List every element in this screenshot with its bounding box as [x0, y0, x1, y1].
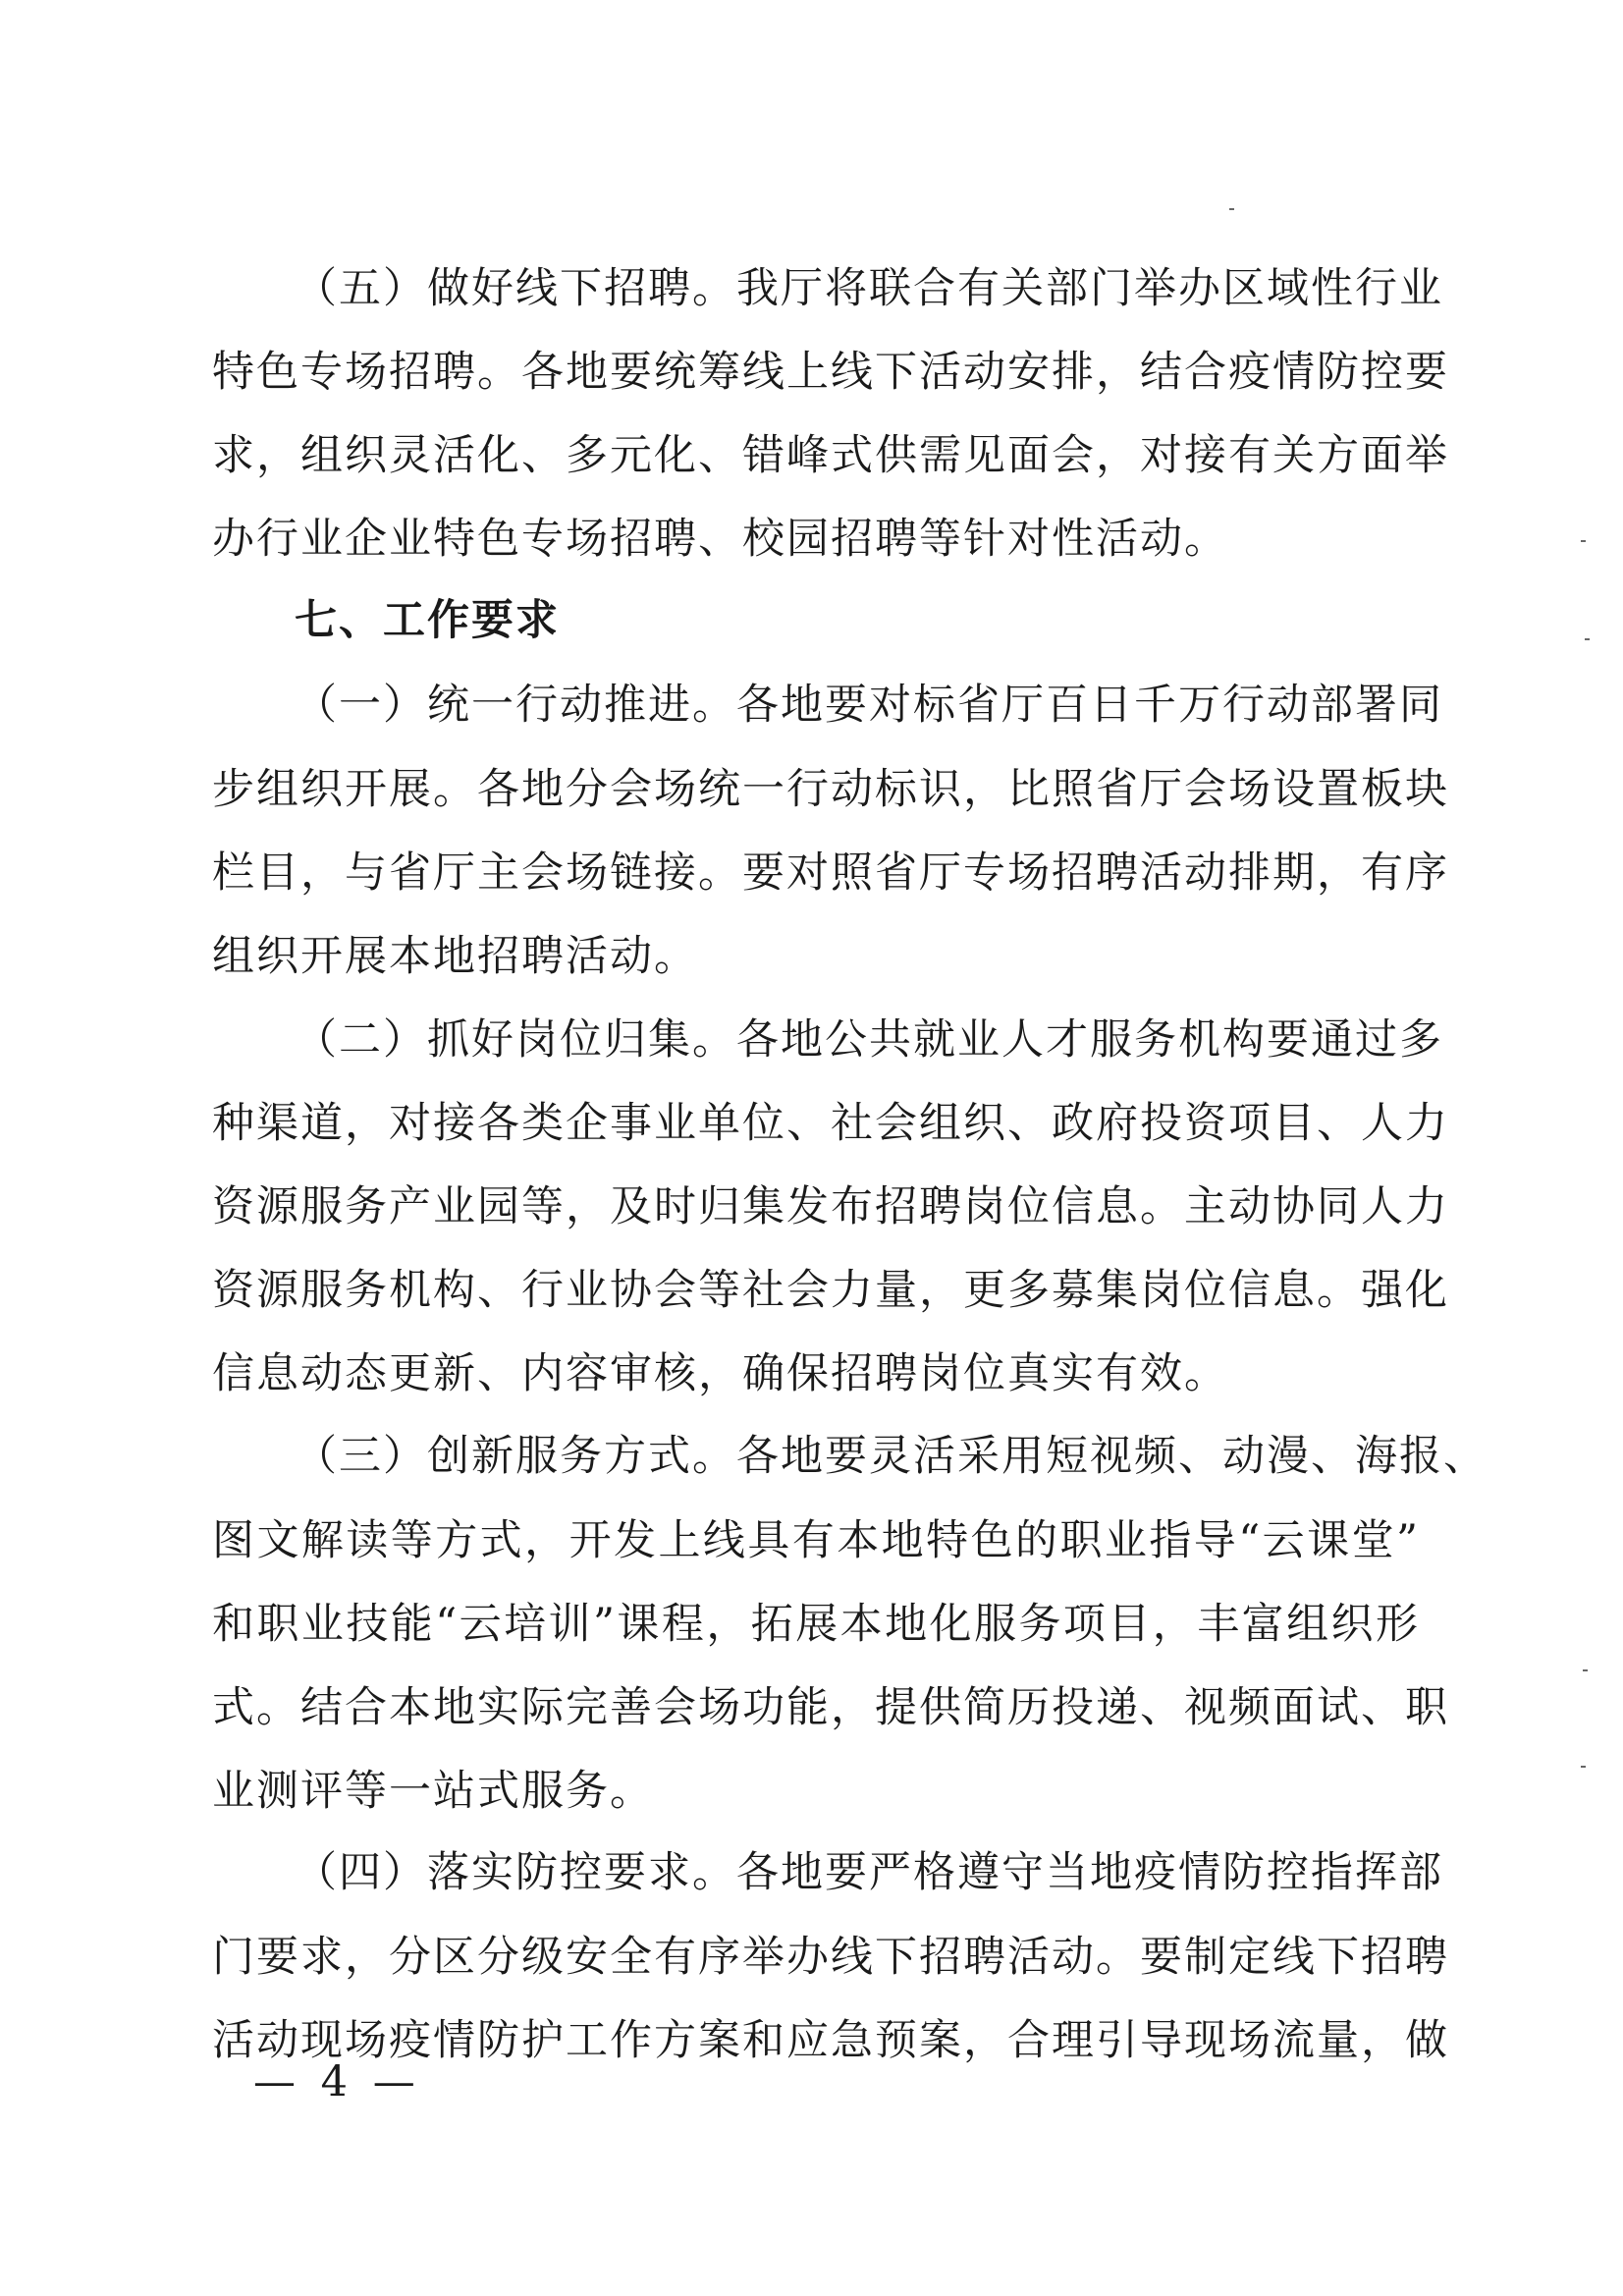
- para-1-line-3: 栏目，与省厅主会场链接。要对照省厅专场招聘活动排期，有序: [212, 848, 1449, 898]
- para-3-line-4: 式。结合本地实际完善会场功能，提供简历投递、视频面试、职: [212, 1683, 1449, 1732]
- para-five-line-3: 求，组织灵活化、多元化、错峰式供需见面会，对接有关方面举: [212, 431, 1449, 480]
- para-five-line-2: 特色专场招聘。各地要统筹线上线下活动安排，结合疫情防控要: [212, 348, 1449, 397]
- scan-speck: [1581, 1766, 1586, 1768]
- scan-speck: [1229, 208, 1234, 210]
- para-3-line-2: 图文解读等方式，开发上线具有本地特色的职业指导“云课堂”: [212, 1516, 1420, 1565]
- para-2-line-4: 资源服务机构、行业协会等社会力量，更多募集岗位信息。强化: [212, 1266, 1449, 1315]
- para-1-line-4: 组织开展本地招聘活动。: [212, 932, 698, 981]
- section-heading: 七、工作要求: [295, 596, 560, 645]
- para-1-line-2: 步组织开展。各地分会场统一行动标识，比照省厅会场设置板块: [212, 765, 1449, 814]
- scan-speck: [1585, 638, 1590, 640]
- para-3-line-3: 和职业技能“云培训”课程，拓展本地化服务项目，丰富组织形: [212, 1600, 1420, 1649]
- para-4-line-2: 门要求，分区分级安全有序举办线下招聘活动。要制定线下招聘: [212, 1933, 1449, 1982]
- para-five-line-1: （五）做好线下招聘。我厅将联合有关部门举办区域性行业: [295, 264, 1443, 313]
- para-4-line-3: 活动现场疫情防护工作方案和应急预案，合理引导现场流量，做: [212, 2016, 1449, 2065]
- para-2-line-2: 种渠道，对接各类企事业单位、社会组织、政府投资项目、人力: [212, 1099, 1449, 1148]
- scan-speck: [1583, 1669, 1588, 1671]
- scan-speck: [1581, 540, 1586, 542]
- para-4-line-1: （四）落实防控要求。各地要严格遵守当地疫情防控指挥部: [295, 1848, 1443, 1897]
- para-2-line-3: 资源服务产业园等，及时归集发布招聘岗位信息。主动协同人力: [212, 1182, 1449, 1231]
- para-2-line-5: 信息动态更新、内容审核，确保招聘岗位真实有效。: [212, 1349, 1228, 1398]
- para-five-line-4: 办行业企业特色专场招聘、校园招聘等针对性活动。: [212, 515, 1228, 564]
- para-2-line-1: （二）抓好岗位归集。各地公共就业人才服务机构要通过多: [295, 1015, 1443, 1065]
- page-number: — 4 —: [253, 2057, 421, 2106]
- para-1-line-1: （一）统一行动推进。各地要对标省厅百日千万行动部署同: [295, 681, 1443, 730]
- para-3-line-5: 业测评等一站式服务。: [212, 1767, 654, 1816]
- para-3-line-1: （三）创新服务方式。各地要灵活采用短视频、动漫、海报、: [295, 1432, 1488, 1481]
